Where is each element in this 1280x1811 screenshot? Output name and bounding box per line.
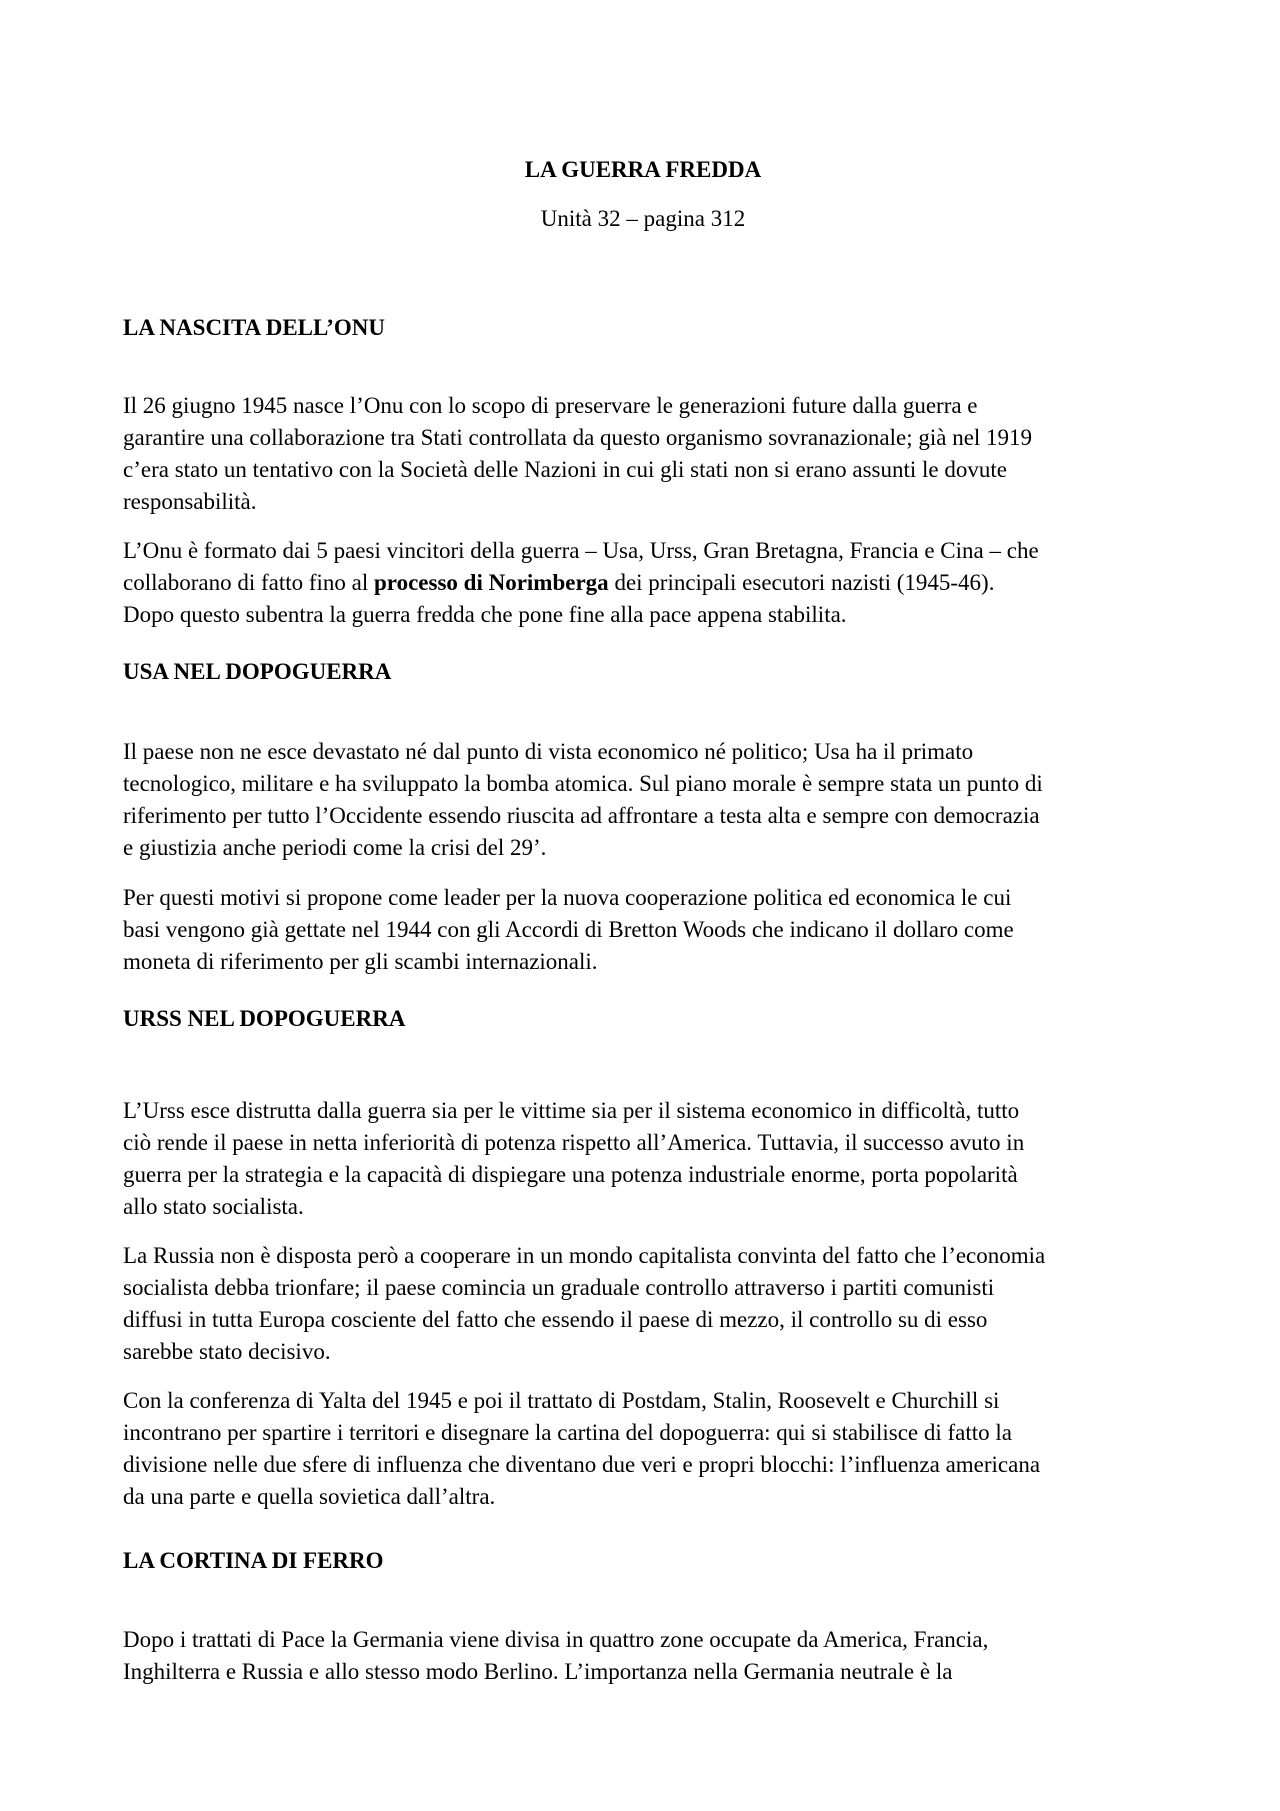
text-line: Dopo i trattati di Pace la Germania viene divisa in quattro zone occupate da America, Francia,: [123, 1627, 989, 1652]
text-line: Il 26 giugno 1945 nasce l’Onu con lo scopo di preservare le generazioni future dalla guerra e: [123, 393, 978, 418]
paragraph-russia-control: [123, 1240, 1173, 1368]
text-line: ciò rende il paese in netta inferiorità di potenza rispetto all’America. Tuttavia, il successo avuto in: [123, 1130, 1025, 1155]
paragraph-urss-status: [123, 1095, 1173, 1223]
text-line: [123, 567, 1173, 599]
text-line: Inghilterra e Russia e allo stesso modo Berlino. L’importanza nella Germania neutrale è la: [123, 1659, 953, 1684]
paragraph-onu-origin: [123, 390, 1173, 518]
text-run: dei principali esecutori nazisti (1945-46).: [608, 570, 995, 595]
text-line: Il paese non ne esce devastato né dal punto di vista economico né politico; Usa ha il primato: [123, 739, 974, 764]
bold-term-norimberga: processo di Norimberga: [374, 570, 609, 595]
text-line: Con la conferenza di Yalta del 1945 e poi il trattato di Postdam, Stalin, Roosevelt e Churchill si: [123, 1388, 1000, 1413]
text-line: guerra per la strategia e la capacità di dispiegare una potenza industriale enorme, porta popolarità: [123, 1162, 1018, 1187]
text-line: La Russia non è disposta però a cooperare in un mondo capitalista convinta del fatto che l’economia: [123, 1243, 1046, 1268]
text-run: collaborano di fatto fino al: [123, 570, 375, 595]
paragraph-germany-division: [123, 1624, 1173, 1688]
text-line: diffusi in tutta Europa cosciente del fatto che essendo il paese di mezzo, il controllo su di esso: [123, 1307, 988, 1332]
paragraph-usa-status: [123, 736, 1173, 864]
text-line: socialista debba trionfare; il paese comincia un graduale controllo attraverso i partiti comunisti: [123, 1275, 995, 1300]
document-title: LA GUERRA FREDDA: [524, 157, 762, 182]
text-line: divisione nelle due sfere di influenza che diventano due veri e propri blocchi: l’influenza americana: [123, 1452, 1041, 1477]
text-line: riferimento per tutto l’Occidente essendo riuscita ad affrontare a testa alta e sempre con democrazia: [123, 803, 1040, 828]
text-line: basi vengono già gettate nel 1944 con gli Accordi di Bretton Woods che indicano il dollaro come: [123, 917, 1014, 942]
text-line: c’era stato un tentativo con la Società delle Nazioni in cui gli stati non si erano assunti le dovute: [123, 457, 1007, 482]
paragraph-usa-leader: [123, 882, 1173, 978]
text-line: Dopo questo subentra la guerra fredda che pone fine alla pace appena stabilita.: [123, 602, 847, 627]
section-heading-nascita-onu: LA NASCITA DELL’ONU: [123, 315, 386, 340]
text-line: sarebbe stato decisivo.: [123, 1339, 331, 1364]
text-line: responsabilità.: [123, 489, 257, 514]
text-line: garantire una collaborazione tra Stati controllata da questo organismo sovranazionale; già nel 1919: [123, 425, 1033, 450]
paragraph-onu-members: [123, 535, 1173, 631]
section-heading-usa: USA NEL DOPOGUERRA: [123, 659, 392, 684]
text-line: moneta di riferimento per gli scambi internazionali.: [123, 949, 598, 974]
paragraph-yalta: [123, 1385, 1173, 1513]
text-line: allo stato socialista.: [123, 1194, 304, 1219]
text-line: da una parte e quella sovietica dall’altra.: [123, 1484, 496, 1509]
text-line: L’Urss esce distrutta dalla guerra sia per le vittime sia per il sistema economico in difficoltà, tutto: [123, 1098, 1020, 1123]
text-line: tecnologico, militare e ha sviluppato la bomba atomica. Sul piano morale è sempre stata un punto di: [123, 771, 1043, 796]
text-line: e giustizia anche periodi come la crisi del 29’.: [123, 835, 547, 860]
document-subtitle: Unità 32 – pagina 312: [540, 206, 746, 231]
text-line: L’Onu è formato dai 5 paesi vincitori della guerra – Usa, Urss, Gran Bretagna, Francia e Cina – che: [123, 538, 1039, 563]
text-line: Per questi motivi si propone come leader per la nuova cooperazione politica ed economica le cui: [123, 885, 1012, 910]
section-heading-cortina: LA CORTINA DI FERRO: [123, 1548, 384, 1573]
text-line: incontrano per spartire i territori e disegnare la cartina del dopoguerra: qui si stabilisce di fatto la: [123, 1420, 1013, 1445]
section-heading-urss: URSS NEL DOPOGUERRA: [123, 1006, 406, 1031]
